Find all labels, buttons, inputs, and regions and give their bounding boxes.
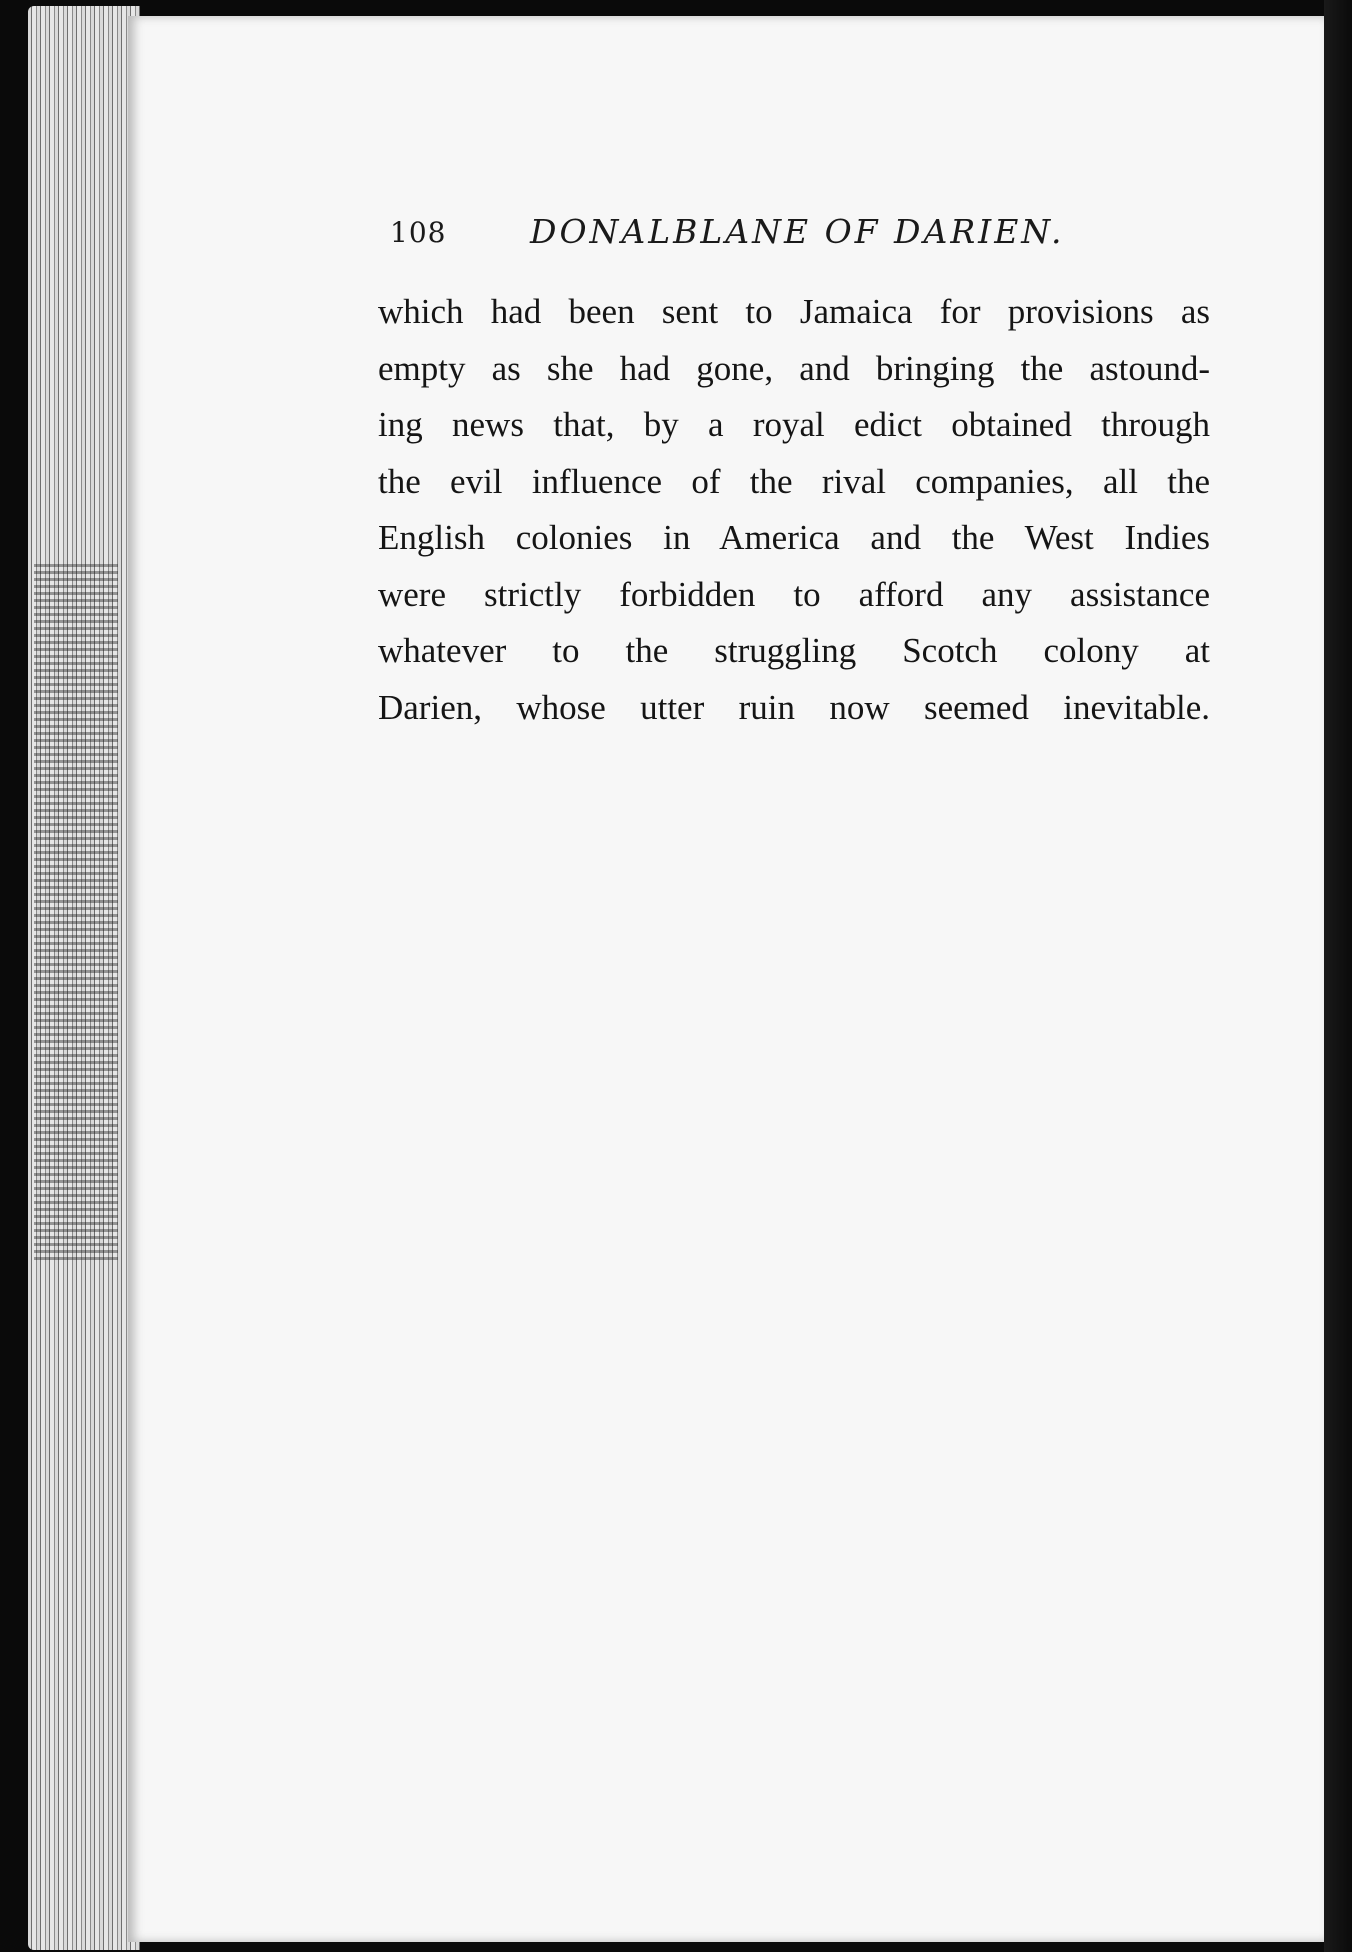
- book-title: DONALBLANE OF DARIEN.: [530, 212, 1065, 251]
- text-line: were strictly forbidden to afford any assistance: [378, 574, 1210, 614]
- page-number: 108: [390, 216, 447, 249]
- text-line: the evil influence of the rival companies, all the: [378, 461, 1210, 501]
- book-page: [128, 16, 1324, 1942]
- text-line: English colonies in America and the West Indies: [378, 518, 1210, 557]
- text-line: ing news that, by a royal edict obtained through: [378, 405, 1210, 444]
- body-paragraph: [378, 284, 1210, 736]
- running-head: [390, 212, 1200, 272]
- text-line: which had been sent to Jamaica for provisions as: [378, 292, 1210, 331]
- text-line: empty as she had gone, and bringing the astound-: [378, 348, 1210, 388]
- right-page-edge: [1324, 0, 1352, 1952]
- text-line: whatever to the struggling Scotch colony at: [378, 631, 1210, 670]
- library-stamp: [34, 560, 118, 1260]
- text-line: Darien, whose utter ruin now seemed inevitable.: [378, 687, 1210, 727]
